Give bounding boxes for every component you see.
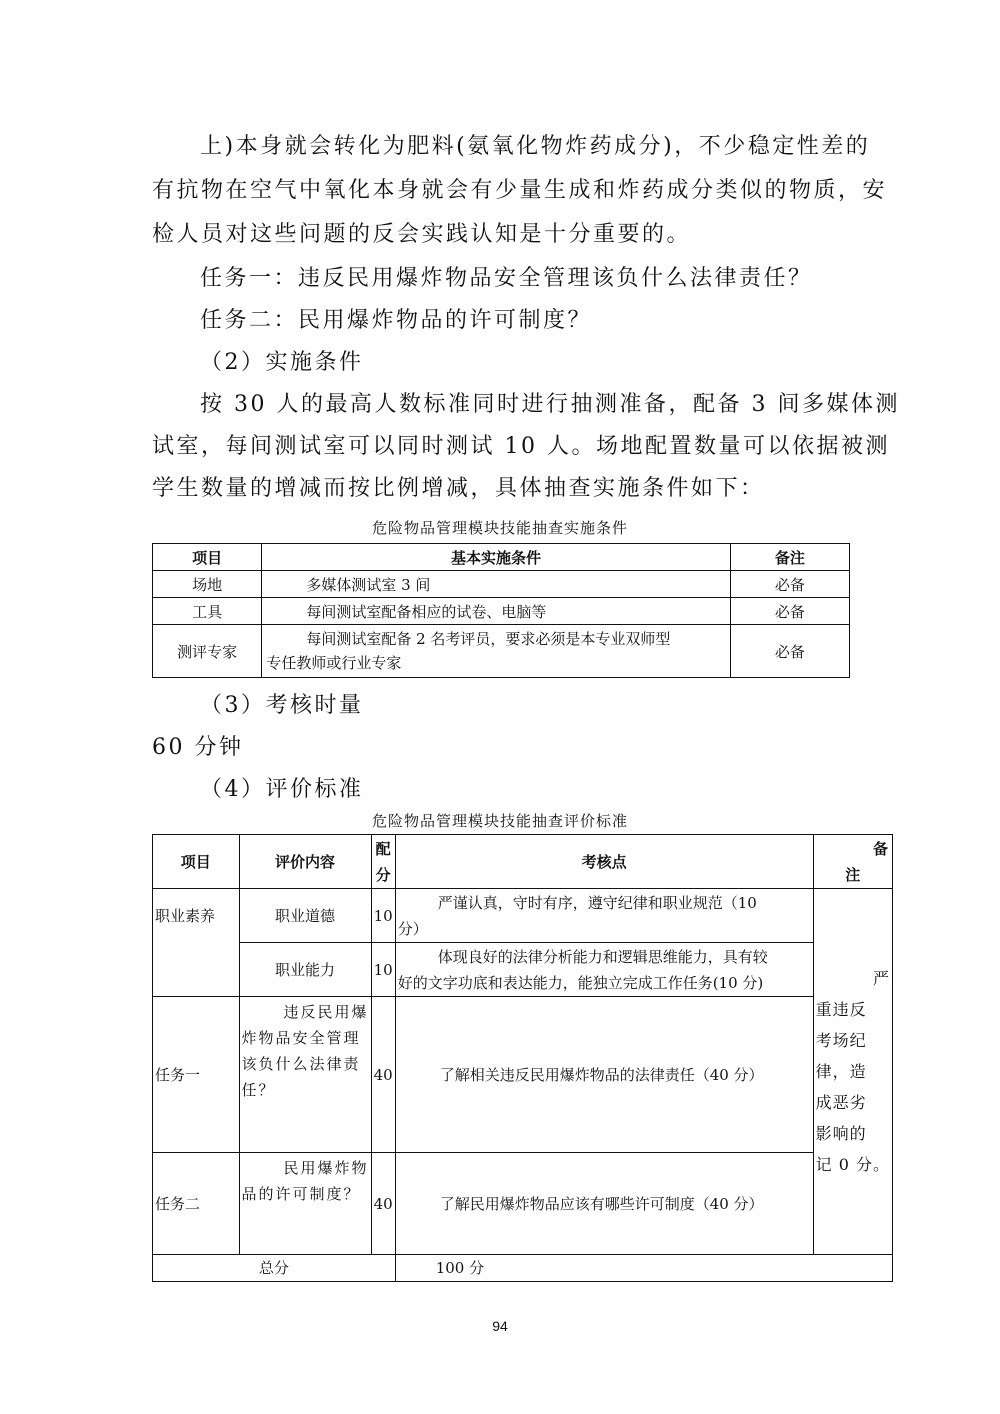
table-row <box>153 571 850 598</box>
header-line: 备 <box>872 839 888 858</box>
cell-point <box>395 943 813 997</box>
cell-conditions: 每间测试室配备相应的试卷、电脑等 <box>262 598 730 625</box>
col-header-note: 备注 <box>730 544 849 571</box>
remark-line: 律，造 <box>815 1062 867 1081</box>
col-header-conditions: 基本实施条件 <box>262 544 730 571</box>
cell-line: 好的文字功底和表达能力，能独立完成工作任务(10 分) <box>397 973 764 992</box>
col-header-item: 项目 <box>153 544 262 571</box>
cell-score: 40 <box>371 997 395 1153</box>
cell-point: 了解相关违反民用爆炸物品的法律责任（40 分） <box>395 997 813 1153</box>
table-row <box>153 997 893 1153</box>
paragraph-line: 上)本身就会转化为肥料(氨氧化物炸药成分)，不少稳定性差的 <box>200 134 871 159</box>
paragraph-line: 学生数量的增减而按比例增减，具体抽查实施条件如下： <box>152 476 765 501</box>
cell-line: 违反民用爆 <box>283 1003 369 1021</box>
cell-note: 必备 <box>730 598 849 625</box>
cell-note: 必备 <box>730 571 849 598</box>
cell-score: 40 <box>371 1153 395 1255</box>
remark-line: 记 0 分。 <box>815 1155 890 1174</box>
col-header-score <box>371 835 395 889</box>
section-heading-conditions: （2）实施条件 <box>200 350 364 375</box>
table-row <box>153 889 893 943</box>
cell-line: 该负什么法律责 <box>241 1055 361 1073</box>
table-header-row <box>153 835 893 889</box>
col-header-note <box>813 835 892 889</box>
cell-remark <box>813 889 892 1255</box>
cell-line: 任？ <box>241 1081 276 1099</box>
section-heading-criteria: （4）评价标准 <box>200 777 364 802</box>
cell-line: 体现良好的法律分析能力和逻辑思维能力，具有较 <box>437 947 768 966</box>
cell-content <box>239 1153 371 1255</box>
cell-line: 每间测试室配备 2 名考评员，要求必须是本专业双师型 <box>306 630 671 648</box>
paragraph-line: 试室，每间测试室可以同时测试 10 人。场地配置数量可以依据被测 <box>152 434 890 459</box>
cell-item: 任务一 <box>153 997 240 1153</box>
cell-total-value: 100 分 <box>395 1255 892 1282</box>
cell-point: 了解民用爆炸物品应该有哪些许可制度（40 分） <box>395 1153 813 1255</box>
col-header-point: 考核点 <box>395 835 813 889</box>
paragraph-line: 检人员对这些问题的反会实践认知是十分重要的。 <box>152 222 692 247</box>
page-number: 94 <box>492 1318 508 1334</box>
cell-item: 职业素养 <box>153 889 240 997</box>
remark-line: 考场纪 <box>815 1031 867 1050</box>
remark-text <box>814 963 892 1180</box>
cell-line: 民用爆炸物 <box>283 1159 369 1177</box>
cell-item: 场地 <box>153 571 262 598</box>
section-heading-duration: （3）考核时量 <box>200 693 364 718</box>
conditions-table <box>152 543 850 678</box>
cell-item: 工具 <box>153 598 262 625</box>
criteria-table <box>152 834 893 1282</box>
cell-content <box>239 997 371 1153</box>
cell-line: 专任教师或行业专家 <box>266 654 402 672</box>
remark-line: 成恶劣 <box>815 1093 867 1112</box>
table-row <box>153 598 850 625</box>
table-row <box>153 943 893 997</box>
cell-content: 职业道德 <box>239 889 371 943</box>
remark-line: 重违反 <box>815 1000 867 1019</box>
remark-line: 影响的 <box>815 1124 867 1143</box>
cell-total-label: 总分 <box>153 1255 396 1282</box>
table-total-row <box>153 1255 893 1282</box>
remark-line: 严 <box>872 969 890 988</box>
paragraph-line: 按 30 人的最高人数标准同时进行抽测准备，配备 3 间多媒体测 <box>200 392 900 417</box>
cell-line: 品的许可制度？ <box>241 1185 361 1203</box>
table-header-row <box>153 544 850 571</box>
header-line: 注 <box>845 865 861 884</box>
table1-caption: 危险物品管理模块技能抽查实施条件 <box>371 519 628 537</box>
cell-score: 10 <box>371 943 395 997</box>
cell-line: 炸物品安全管理 <box>241 1029 361 1047</box>
col-header-item: 项目 <box>153 835 240 889</box>
cell-score: 10 <box>371 889 395 943</box>
cell-item: 测评专家 <box>153 625 262 678</box>
header-line: 配 <box>375 839 391 858</box>
cell-conditions <box>262 625 730 678</box>
cell-point <box>395 889 813 943</box>
duration-value: 60 分钟 <box>152 735 244 760</box>
paragraph-line: 有抗物在空气中氧化本身就会有少量生成和炸药成分类似的物质，安 <box>152 178 888 203</box>
cell-content: 职业能力 <box>239 943 371 997</box>
table-row <box>153 625 850 678</box>
col-header-content: 评价内容 <box>239 835 371 889</box>
table-row <box>153 1153 893 1255</box>
cell-item: 任务二 <box>153 1153 240 1255</box>
task-two-line: 任务二：民用爆炸物品的许可制度？ <box>200 308 593 333</box>
cell-note: 必备 <box>730 625 849 678</box>
header-line: 分 <box>375 865 391 884</box>
table2-caption: 危险物品管理模块技能抽查评价标准 <box>371 812 628 830</box>
cell-line: 严谨认真，守时有序，遵守纪律和职业规范（10 <box>437 893 757 912</box>
task-one-line: 任务一：违反民用爆炸物品安全管理该负什么法律责任？ <box>200 266 813 291</box>
cell-conditions: 多媒体测试室 3 间 <box>262 571 730 598</box>
cell-line: 分） <box>397 919 428 938</box>
